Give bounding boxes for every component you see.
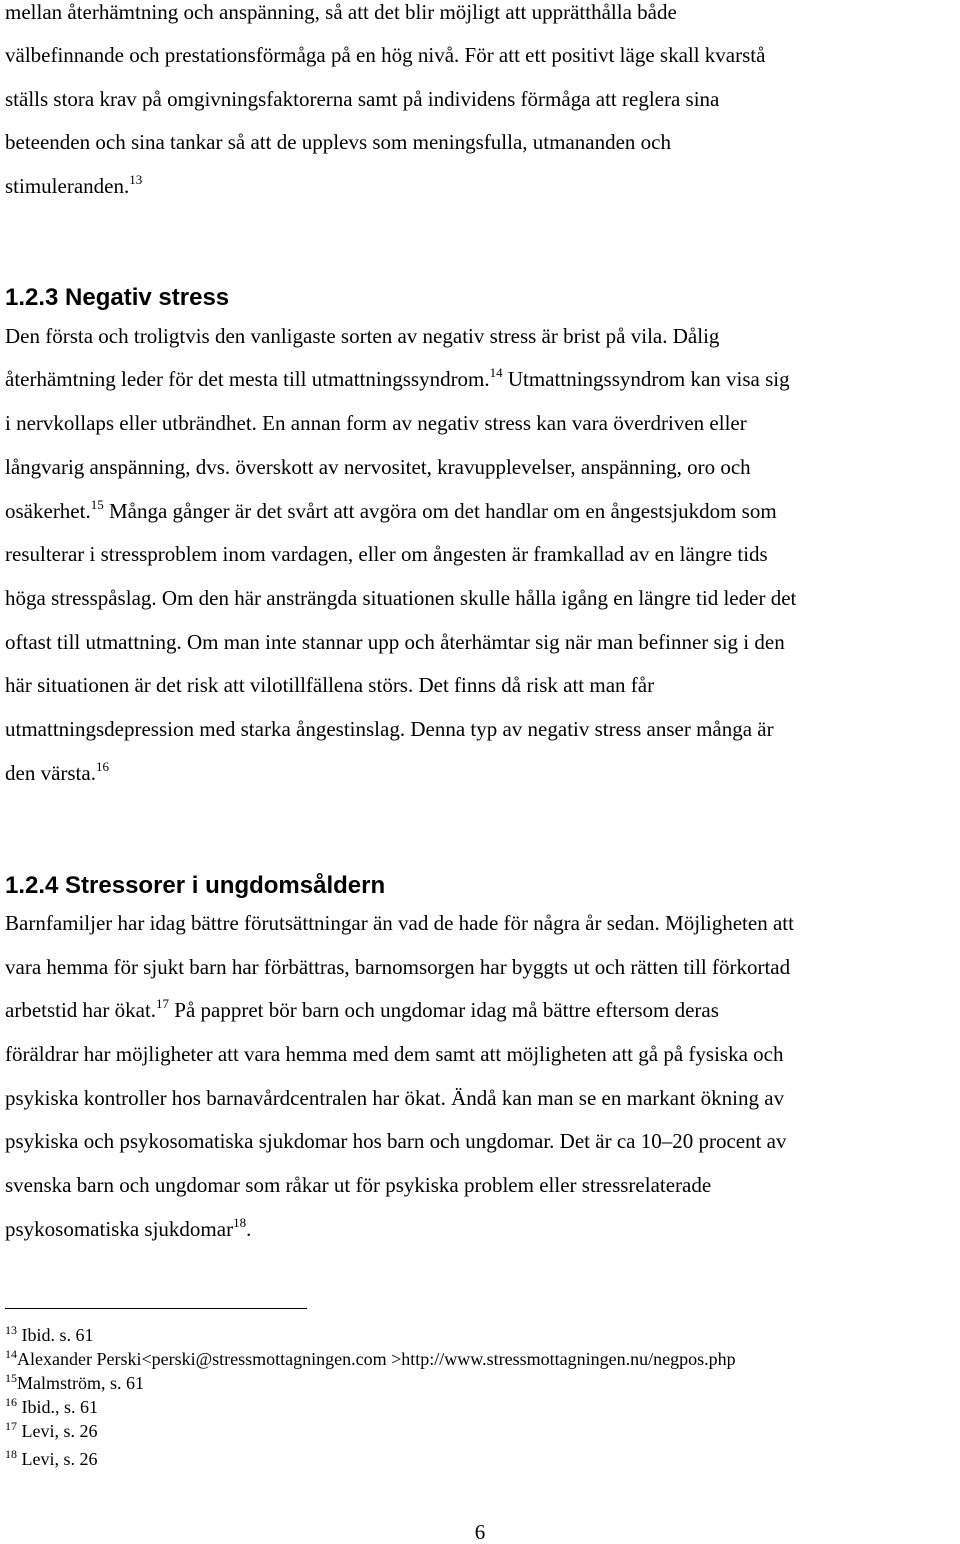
text-line: mellan återhämtning och anspänning, så att det blir möjligt att upprätthålla både — [5, 0, 677, 24]
footnote-number: 13 — [5, 1323, 17, 1337]
footnote-number: 15 — [5, 1371, 17, 1385]
text-line — [5, 174, 142, 198]
text-line: långvarig anspänning, dvs. överskott av nervositet, kravupplevelser, anspänning, oro och — [5, 455, 751, 479]
text-run: arbetstid har ökat. — [5, 998, 157, 1022]
text-line: psykiska kontroller hos barnavårdcentralen har ökat. Ändå kan man se en markant ökning av — [5, 1086, 785, 1110]
footnote-ref: 13 — [129, 172, 143, 187]
footnote-ref: 17 — [156, 996, 170, 1011]
text-run: psykosomatiska sjukdomar — [5, 1217, 234, 1241]
text-line: ställs stora krav på omgivningsfaktorerna samt på individens förmåga att reglera sina — [5, 87, 720, 111]
footnote-number: 16 — [5, 1395, 17, 1409]
text-line: resulterar i stressproblem inom vardagen, eller om ångesten är framkallad av en längre tids — [5, 542, 768, 566]
text-run: Utmattningssyndrom kan visa sig — [502, 367, 790, 391]
text-run: På pappret bör barn och ungdomar idag må bättre eftersom deras — [169, 998, 719, 1022]
footnote — [5, 1421, 98, 1441]
footnote — [5, 1397, 98, 1417]
footnote — [5, 1449, 98, 1469]
text-run: . — [246, 1217, 252, 1241]
text-line: välbefinnande och prestationsförmåga på en hög nivå. För att ett positivt läge skall kvarstå — [5, 43, 766, 67]
footnote — [5, 1349, 736, 1369]
footnote-ref: 14 — [489, 365, 503, 380]
text-line: oftast till utmattning. Om man inte stannar upp och återhämtar sig när man befinner sig i den — [5, 630, 785, 654]
text-run: den värsta. — [5, 761, 96, 785]
footnote-text: Ibid., s. 61 — [17, 1397, 98, 1417]
text-line: Den första och troligtvis den vanligaste sorten av negativ stress är brist på vila. Dålig — [5, 324, 720, 348]
text-line — [5, 998, 719, 1022]
section-heading: 1.2.4 Stressorer i ungdomsåldern — [5, 872, 386, 899]
footnote-text: Levi, s. 26 — [17, 1449, 98, 1469]
footnote-number: 17 — [5, 1419, 17, 1433]
text-line — [5, 761, 109, 785]
footnote-ref: 16 — [95, 759, 109, 774]
footnote-text: Levi, s. 26 — [17, 1421, 98, 1441]
text-line: beteenden och sina tankar så att de upplevs som meningsfulla, utmananden och — [5, 130, 671, 154]
footnote-text: Alexander Perski<perski@stressmottagningen.com >http://www.stressmottagningen.nu/negpos.php — [17, 1349, 736, 1369]
text-line — [5, 367, 790, 391]
text-line: Barnfamiljer har idag bättre förutsättningar än vad de hade för några år sedan. Möjligheten att — [5, 911, 794, 935]
footnote-number: 18 — [5, 1447, 17, 1461]
text-line: här situationen är det risk att vilotillfällena störs. Det finns då risk att man får — [5, 673, 655, 697]
text-line: utmattningsdepression med starka ångestinslag. Denna typ av negativ stress anser många är — [5, 717, 774, 741]
footnote-text: Ibid. s. 61 — [17, 1325, 94, 1345]
text-line: svenska barn och ungdomar som råkar ut för psykiska problem eller stressrelaterade — [5, 1173, 712, 1197]
text-line: vara hemma för sjukt barn har förbättras, barnomsorgen har byggts ut och rätten till förkortad — [5, 955, 791, 979]
text-line: föräldrar har möjligheter att vara hemma med dem samt att möjligheten att gå på fysiska och — [5, 1042, 784, 1066]
text-line — [5, 1217, 251, 1241]
footnote-ref: 15 — [90, 497, 104, 512]
section-heading: 1.2.3 Negativ stress — [5, 284, 230, 311]
page-number: 6 — [474, 1520, 486, 1544]
text-run: osäkerhet. — [5, 499, 91, 523]
text-line: höga stresspåslag. Om den här ansträngda situationen skulle hålla igång en längre tid leder det — [5, 586, 797, 610]
footnote — [5, 1373, 144, 1393]
footnote-number: 14 — [5, 1347, 17, 1361]
footnote-text: Malmström, s. 61 — [17, 1373, 145, 1393]
text-run: Många gånger är det svårt att avgöra om det handlar om en ångestsjukdom som — [103, 499, 777, 523]
footnote-ref: 18 — [233, 1215, 247, 1230]
text-run: stimuleranden. — [5, 174, 130, 198]
footnote — [5, 1325, 94, 1345]
text-line: psykiska och psykosomatiska sjukdomar hos barn och ungdomar. Det är ca 10–20 procent av — [5, 1129, 787, 1153]
text-line: i nervkollaps eller utbrändhet. En annan form av negativ stress kan vara överdriven eller — [5, 411, 747, 435]
text-run: återhämtning leder för det mesta till utmattningssyndrom. — [5, 367, 490, 391]
footnote-separator — [5, 1308, 307, 1309]
text-line — [5, 499, 777, 523]
